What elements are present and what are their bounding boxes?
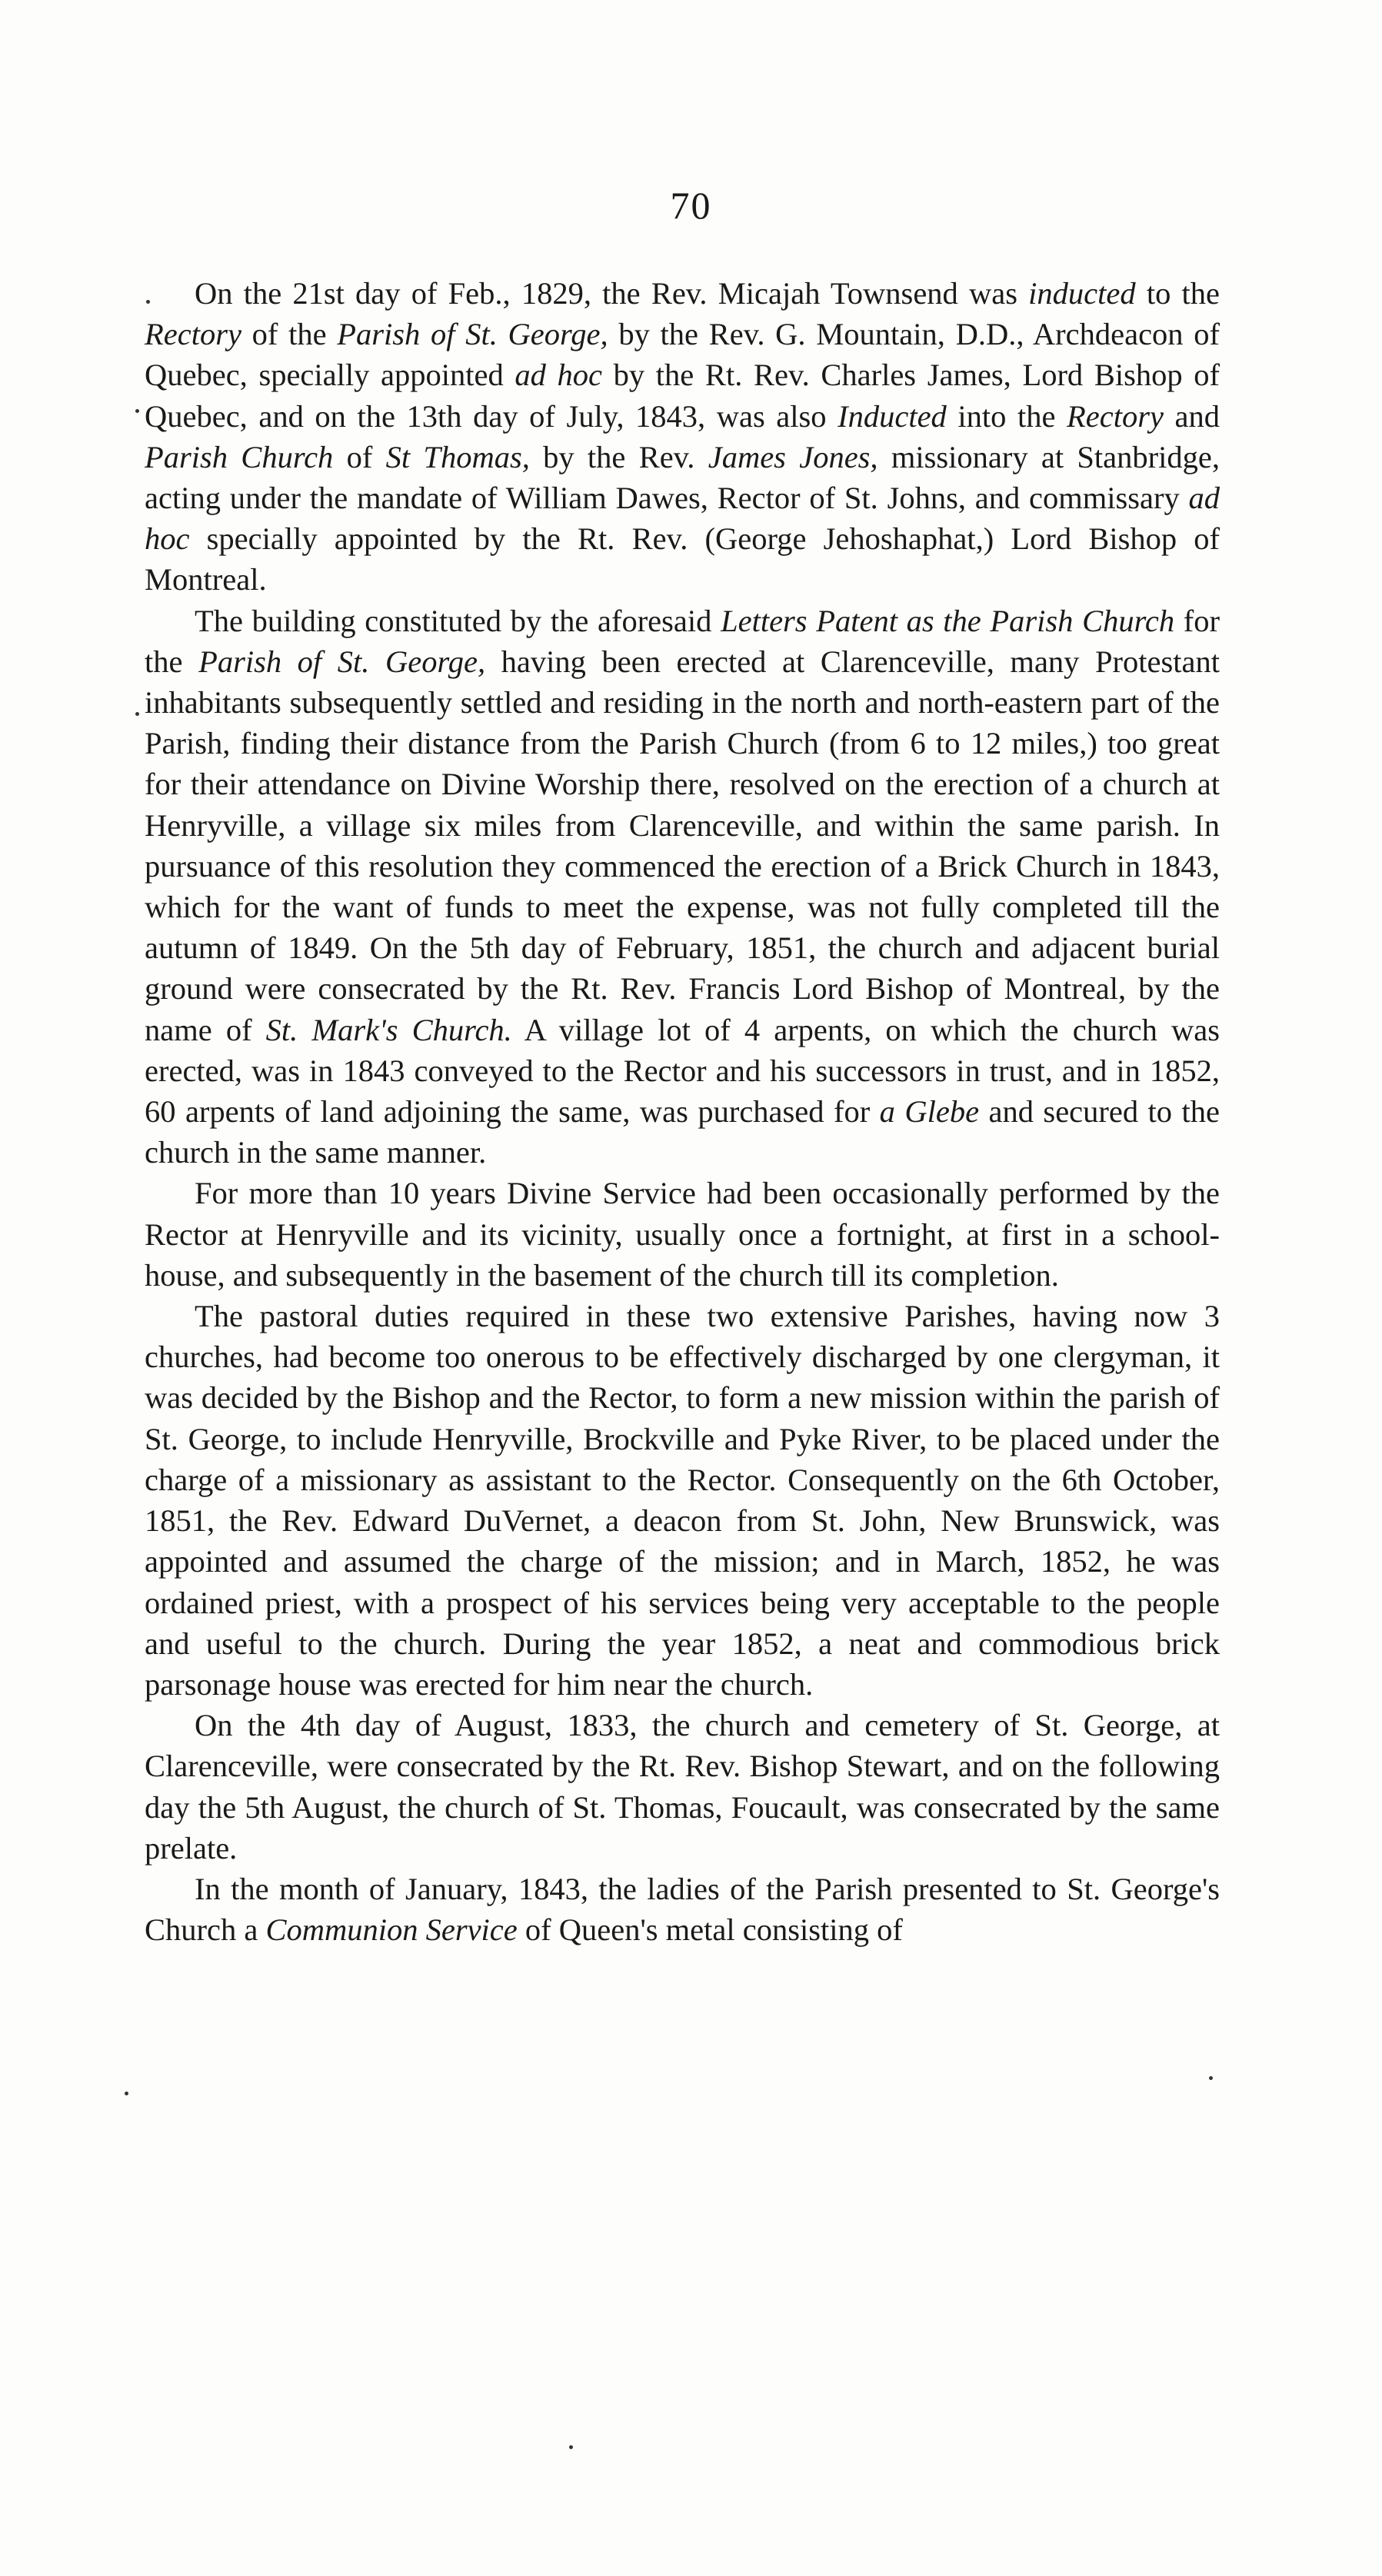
text-run: for the [145, 603, 1220, 679]
text-run: and [1163, 398, 1220, 434]
text-run: missionary at Stanbridge, acting under the mandate of William Dawes, Rector of St. Johns, and commissary [145, 439, 1220, 516]
italic-phrase: inducted [1028, 276, 1136, 311]
italic-phrase: Inducted [838, 398, 947, 434]
text-run: The building constituted by the aforesaid [195, 603, 721, 638]
text-run: of [333, 439, 386, 474]
text-run: On the 21st day of Feb., 1829, the Rev. Micajah Townsend was [195, 276, 1029, 311]
print-speck [1209, 2076, 1213, 2080]
text-run: by the Rev. G. Mountain, D.D., Archdeacon of Quebec, specially appointed [145, 317, 1220, 393]
italic-phrase: St. Mark's Church. [265, 1012, 512, 1047]
print-speck [569, 2445, 573, 2449]
italic-phrase: Communion Service [265, 1912, 518, 1948]
text-run: The pastoral duties required in these two extensive Parishes, having now 3 churches, had become too onerous to be effectively discharged by one clergyman, it was decided by the Bishop and the Rector, to form a new mission within the parish of St. George, to include Henryville, Brockville and Pyke River, to be placed under the charge of a missionary as assistant to the Rector. Consequently on the 6th October, 1851, the Rev. Edward DuVernet, a deacon from St. John, New Brunswick, was appointed and assumed the charge of the mission; and in March, 1852, he was ordained priest, with a prospect of his services being very acceptable to the people and useful to the church. During the year 1852, a neat and commodious brick parsonage house was erected for him near the church. [145, 1299, 1220, 1702]
paragraph-henryville-church [145, 601, 1220, 1173]
italic-phrase: Letters Patent as the Parish Church [721, 603, 1175, 638]
italic-phrase: Parish Church [145, 439, 334, 474]
italic-phrase: James Jones, [708, 439, 878, 474]
text-run: For more than 10 years Divine Service had been occasionally performed by the Rector at Henryville and its vicinity, usually once a fortnight, at first in a school-house, and subsequently in the basement of the church till its completion. [145, 1176, 1220, 1293]
text-run: In the month of January, 1843, the ladies of the Parish presented to St. George's Church a [145, 1871, 1220, 1948]
print-speck [135, 409, 139, 413]
text-run: by the Rt. Rev. Charles James, Lord Bishop of Quebec, and on the 13th day of July, 1843, was also [145, 358, 1220, 434]
italic-phrase: ad hoc [145, 481, 1220, 557]
text-run: into the [946, 398, 1067, 434]
text-run: having been erected at Clarenceville, many Protestant inhabitants subsequently settled and residing in the north and north-eastern part of the Parish, finding their distance from the Parish Church (from 6 to 12 miles,) too great for their attendance on Divine Worship there, resolved on the erection of a church at Henryville, a village six miles from Clarenceville, and within the same parish. In pursuance of this resolution they commenced the erection of a Brick Church in 1843, which for the want of funds to meet the expense, was not fully completed till the autumn of 1849. On the 5th day of February, 1851, the church and adjacent burial ground were consecrated by the Rt. Rev. Francis Lord Bishop of Montreal, by the name of [145, 644, 1220, 1047]
paragraph-consecration [145, 1705, 1220, 1869]
text-run: to the [1135, 276, 1220, 311]
paragraph-induction [145, 273, 1220, 601]
paragraph-new-mission [145, 1296, 1220, 1705]
italic-phrase: Rectory [145, 317, 241, 352]
text-run: of Queen's metal consisting of [517, 1912, 903, 1948]
text-run: by the Rev. [529, 439, 708, 474]
italic-phrase: Rectory [1067, 398, 1164, 434]
italic-phrase: Parish of St. George, [337, 317, 608, 352]
page-number: 70 [670, 184, 712, 227]
body-text [145, 273, 1220, 1950]
italic-phrase: Parish of St. George, [198, 644, 486, 679]
text-run: specially appointed by the Rt. Rev. (George Jehoshaphat,) Lord Bishop of Montreal. [145, 521, 1220, 597]
paragraph-communion-service [145, 1869, 1220, 1950]
italic-phrase: a Glebe [879, 1094, 980, 1130]
text-run: of the [241, 317, 338, 352]
italic-phrase: St Thomas, [385, 439, 530, 474]
text-run: and secured to the church in the same manner. [145, 1094, 1220, 1170]
italic-phrase: ad hoc [515, 358, 603, 393]
print-speck [125, 2092, 128, 2095]
print-speck [135, 712, 139, 716]
paragraph-divine-service [145, 1173, 1220, 1296]
text-run: On the 4th day of August, 1833, the church and cemetery of St. George, at Clarenceville, were consecrated by the Rt. Rev. Bishop Stewart, and on the following day the 5th August, the church of St. Thomas, Foucault, was consecrated by the same prelate. [145, 1708, 1220, 1865]
text-run: A village lot of 4 arpents, on which the church was erected, was in 1843 conveyed to the Rector and his successors in trust, and in 1852, 60 arpents of land adjoining the same, was purchased for [145, 1012, 1220, 1130]
